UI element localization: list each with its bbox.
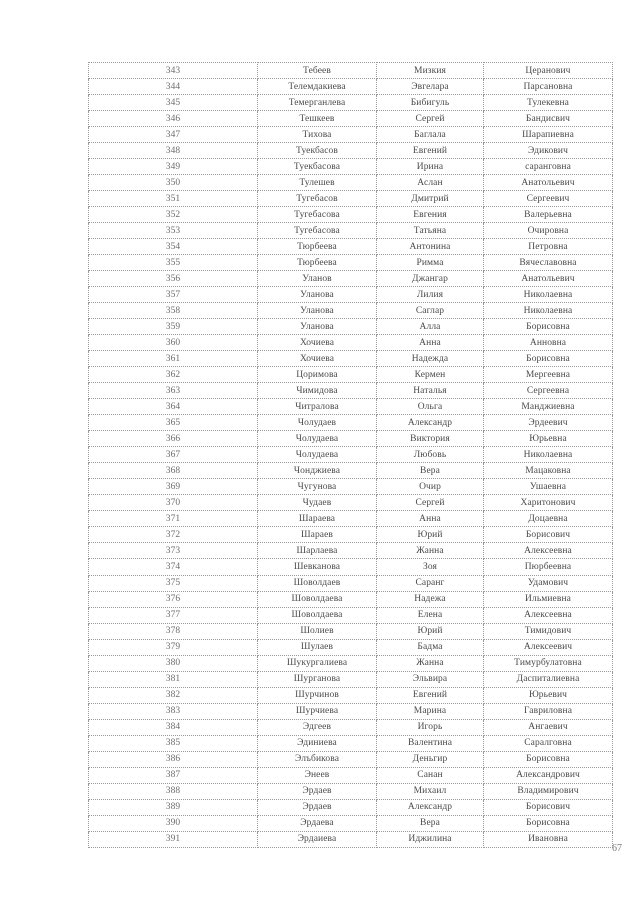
table-row xyxy=(89,751,613,767)
surname-cell: Шоволдаев xyxy=(258,575,377,591)
registry-table xyxy=(88,62,613,848)
row-number-cell: 376 xyxy=(89,591,258,607)
table-row xyxy=(89,319,613,335)
row-number-cell: 368 xyxy=(89,463,258,479)
patronymic-cell: Алексеевич xyxy=(484,639,613,655)
surname-cell: Чугунова xyxy=(258,479,377,495)
patronymic-cell: Александрович xyxy=(484,767,613,783)
table-row xyxy=(89,527,613,543)
first-name-cell: Бадма xyxy=(377,639,484,655)
table-row xyxy=(89,687,613,703)
first-name-cell: Саранг xyxy=(377,575,484,591)
surname-cell: Эрдаев xyxy=(258,799,377,815)
surname-cell: Туекбасова xyxy=(258,159,377,175)
first-name-cell: Эльвира xyxy=(377,671,484,687)
table-row xyxy=(89,63,613,79)
row-number-cell: 362 xyxy=(89,367,258,383)
table-row xyxy=(89,143,613,159)
row-number-cell: 348 xyxy=(89,143,258,159)
row-number-cell: 373 xyxy=(89,543,258,559)
surname-cell: Шевканова xyxy=(258,559,377,575)
surname-cell: Шурчинов xyxy=(258,687,377,703)
first-name-cell: Антонина xyxy=(377,239,484,255)
first-name-cell: Иджилина xyxy=(377,831,484,847)
patronymic-cell: Борисович xyxy=(484,527,613,543)
table-row xyxy=(89,447,613,463)
row-number-cell: 372 xyxy=(89,527,258,543)
first-name-cell: Александр xyxy=(377,799,484,815)
row-number-cell: 384 xyxy=(89,719,258,735)
patronymic-cell: Борисович xyxy=(484,799,613,815)
table-row xyxy=(89,287,613,303)
patronymic-cell: саранговна xyxy=(484,159,613,175)
patronymic-cell: Тулекевна xyxy=(484,95,613,111)
table-row xyxy=(89,655,613,671)
row-number-cell: 389 xyxy=(89,799,258,815)
row-number-cell: 354 xyxy=(89,239,258,255)
surname-cell: Тугебасова xyxy=(258,207,377,223)
first-name-cell: Алла xyxy=(377,319,484,335)
table-row xyxy=(89,463,613,479)
surname-cell: Темерганлева xyxy=(258,95,377,111)
first-name-cell: Мизкия xyxy=(377,63,484,79)
row-number-cell: 359 xyxy=(89,319,258,335)
surname-cell: Тебеев xyxy=(258,63,377,79)
surname-cell: Эрдаиева xyxy=(258,831,377,847)
surname-cell: Тешкеев xyxy=(258,111,377,127)
row-number-cell: 350 xyxy=(89,175,258,191)
row-number-cell: 355 xyxy=(89,255,258,271)
first-name-cell: Кермен xyxy=(377,367,484,383)
first-name-cell: Анна xyxy=(377,335,484,351)
patronymic-cell: Владимирович xyxy=(484,783,613,799)
row-number-cell: 346 xyxy=(89,111,258,127)
table-row xyxy=(89,367,613,383)
table-row xyxy=(89,575,613,591)
row-number-cell: 382 xyxy=(89,687,258,703)
table-row xyxy=(89,767,613,783)
patronymic-cell: Юрьевич xyxy=(484,687,613,703)
first-name-cell: Александр xyxy=(377,415,484,431)
surname-cell: Чудаев xyxy=(258,495,377,511)
patronymic-cell: Анатольевич xyxy=(484,175,613,191)
row-number-cell: 347 xyxy=(89,127,258,143)
table-row xyxy=(89,671,613,687)
patronymic-cell: Харитонович xyxy=(484,495,613,511)
patronymic-cell: Валерьевна xyxy=(484,207,613,223)
first-name-cell: Саглар xyxy=(377,303,484,319)
row-number-cell: 370 xyxy=(89,495,258,511)
table-row xyxy=(89,703,613,719)
surname-cell: Тихова xyxy=(258,127,377,143)
row-number-cell: 367 xyxy=(89,447,258,463)
table-row xyxy=(89,127,613,143)
first-name-cell: Надежда xyxy=(377,351,484,367)
first-name-cell: Дмитрий xyxy=(377,191,484,207)
first-name-cell: Санан xyxy=(377,767,484,783)
row-number-cell: 386 xyxy=(89,751,258,767)
first-name-cell: Марина xyxy=(377,703,484,719)
surname-cell: Читралова xyxy=(258,399,377,415)
patronymic-cell: Вячеславовна xyxy=(484,255,613,271)
patronymic-cell: Церанович xyxy=(484,63,613,79)
row-number-cell: 363 xyxy=(89,383,258,399)
surname-cell: Шукургалиева xyxy=(258,655,377,671)
surname-cell: Уланов xyxy=(258,271,377,287)
row-number-cell: 383 xyxy=(89,703,258,719)
first-name-cell: Татьяна xyxy=(377,223,484,239)
patronymic-cell: Ильмиевна xyxy=(484,591,613,607)
surname-cell: Шоволдаева xyxy=(258,607,377,623)
surname-cell: Хочиева xyxy=(258,335,377,351)
patronymic-cell: Удамович xyxy=(484,575,613,591)
surname-cell: Чолудаева xyxy=(258,431,377,447)
surname-cell: Шурчиева xyxy=(258,703,377,719)
row-number-cell: 388 xyxy=(89,783,258,799)
table-row xyxy=(89,399,613,415)
table-row xyxy=(89,271,613,287)
row-number-cell: 343 xyxy=(89,63,258,79)
table-row xyxy=(89,415,613,431)
table-row xyxy=(89,255,613,271)
surname-cell: Телемдакиева xyxy=(258,79,377,95)
surname-cell: Шолиев xyxy=(258,623,377,639)
first-name-cell: Вера xyxy=(377,815,484,831)
surname-cell: Тюрбеева xyxy=(258,239,377,255)
patronymic-cell: Мергеевна xyxy=(484,367,613,383)
row-number-cell: 380 xyxy=(89,655,258,671)
table-row xyxy=(89,815,613,831)
surname-cell: Шулаев xyxy=(258,639,377,655)
patronymic-cell: Борисовна xyxy=(484,351,613,367)
first-name-cell: Баглала xyxy=(377,127,484,143)
row-number-cell: 361 xyxy=(89,351,258,367)
surname-cell: Шарлаева xyxy=(258,543,377,559)
patronymic-cell: Сергеевна xyxy=(484,383,613,399)
row-number-cell: 364 xyxy=(89,399,258,415)
first-name-cell: Деньгир xyxy=(377,751,484,767)
row-number-cell: 349 xyxy=(89,159,258,175)
row-number-cell: 381 xyxy=(89,671,258,687)
row-number-cell: 353 xyxy=(89,223,258,239)
row-number-cell: 369 xyxy=(89,479,258,495)
patronymic-cell: Анатольевич xyxy=(484,271,613,287)
patronymic-cell: Пюрбеевна xyxy=(484,559,613,575)
patronymic-cell: Даспиталиевна xyxy=(484,671,613,687)
table-row xyxy=(89,383,613,399)
patronymic-cell: Шарапиевна xyxy=(484,127,613,143)
first-name-cell: Ирина xyxy=(377,159,484,175)
table-row xyxy=(89,159,613,175)
row-number-cell: 357 xyxy=(89,287,258,303)
table-row xyxy=(89,191,613,207)
first-name-cell: Очир xyxy=(377,479,484,495)
first-name-cell: Жанна xyxy=(377,655,484,671)
table-row xyxy=(89,511,613,527)
first-name-cell: Юрий xyxy=(377,527,484,543)
table-row xyxy=(89,479,613,495)
first-name-cell: Наталья xyxy=(377,383,484,399)
surname-cell: Чолудаев xyxy=(258,415,377,431)
table-row xyxy=(89,639,613,655)
surname-cell: Туекбасов xyxy=(258,143,377,159)
patronymic-cell: Мацаковна xyxy=(484,463,613,479)
patronymic-cell: Манджиевна xyxy=(484,399,613,415)
first-name-cell: Михаил xyxy=(377,783,484,799)
surname-cell: Эдиниева xyxy=(258,735,377,751)
first-name-cell: Юрий xyxy=(377,623,484,639)
first-name-cell: Жанна xyxy=(377,543,484,559)
patronymic-cell: Борисовна xyxy=(484,815,613,831)
patronymic-cell: Тимурбулатовна xyxy=(484,655,613,671)
surname-cell: Тюрбеева xyxy=(258,255,377,271)
patronymic-cell: Алексеевна xyxy=(484,543,613,559)
patronymic-cell: Эрдеевич xyxy=(484,415,613,431)
first-name-cell: Евгения xyxy=(377,207,484,223)
first-name-cell: Виктория xyxy=(377,431,484,447)
first-name-cell: Зоя xyxy=(377,559,484,575)
table-row xyxy=(89,303,613,319)
row-number-cell: 351 xyxy=(89,191,258,207)
row-number-cell: 356 xyxy=(89,271,258,287)
table-row xyxy=(89,223,613,239)
table-row xyxy=(89,735,613,751)
row-number-cell: 385 xyxy=(89,735,258,751)
surname-cell: Хочиева xyxy=(258,351,377,367)
first-name-cell: Евгений xyxy=(377,143,484,159)
first-name-cell: Валентина xyxy=(377,735,484,751)
surname-cell: Тугебасов xyxy=(258,191,377,207)
surname-cell: Шараева xyxy=(258,511,377,527)
surname-cell: Энеев xyxy=(258,767,377,783)
surname-cell: Чонджиева xyxy=(258,463,377,479)
surname-cell: Уланова xyxy=(258,303,377,319)
table-row xyxy=(89,495,613,511)
patronymic-cell: Очировна xyxy=(484,223,613,239)
first-name-cell: Бибигуль xyxy=(377,95,484,111)
table-row xyxy=(89,783,613,799)
row-number-cell: 378 xyxy=(89,623,258,639)
table-row xyxy=(89,607,613,623)
row-number-cell: 377 xyxy=(89,607,258,623)
patronymic-cell: Алексеевна xyxy=(484,607,613,623)
row-number-cell: 375 xyxy=(89,575,258,591)
row-number-cell: 365 xyxy=(89,415,258,431)
patronymic-cell: Юрьевна xyxy=(484,431,613,447)
patronymic-cell: Бориcовна xyxy=(484,751,613,767)
row-number-cell: 358 xyxy=(89,303,258,319)
row-number-cell: 379 xyxy=(89,639,258,655)
first-name-cell: Ольга xyxy=(377,399,484,415)
patronymic-cell: Ушаевна xyxy=(484,479,613,495)
table-row xyxy=(89,95,613,111)
surname-cell: Чолудаева xyxy=(258,447,377,463)
patronymic-cell: Сергеевич xyxy=(484,191,613,207)
row-number-cell: 391 xyxy=(89,831,258,847)
row-number-cell: 344 xyxy=(89,79,258,95)
patronymic-cell: Эдикович xyxy=(484,143,613,159)
first-name-cell: Надежа xyxy=(377,591,484,607)
patronymic-cell: Тимидович xyxy=(484,623,613,639)
row-number-cell: 352 xyxy=(89,207,258,223)
first-name-cell: Любовь xyxy=(377,447,484,463)
first-name-cell: Анна xyxy=(377,511,484,527)
first-name-cell: Аслан xyxy=(377,175,484,191)
table-row xyxy=(89,431,613,447)
registry-table-body xyxy=(89,63,613,848)
patronymic-cell: Ангаевич xyxy=(484,719,613,735)
surname-cell: Тулешев xyxy=(258,175,377,191)
patronymic-cell: Борисовна xyxy=(484,319,613,335)
table-row xyxy=(89,543,613,559)
patronymic-cell: Ивановна xyxy=(484,831,613,847)
surname-cell: Шурганова xyxy=(258,671,377,687)
table-row xyxy=(89,799,613,815)
surname-cell: Эрдаев xyxy=(258,783,377,799)
first-name-cell: Римма xyxy=(377,255,484,271)
row-number-cell: 390 xyxy=(89,815,258,831)
table-row xyxy=(89,111,613,127)
first-name-cell: Евгений xyxy=(377,687,484,703)
table-row xyxy=(89,623,613,639)
patronymic-cell: Анновна xyxy=(484,335,613,351)
surname-cell: Цоримова xyxy=(258,367,377,383)
surname-cell: Уланова xyxy=(258,319,377,335)
patronymic-cell: Николаевна xyxy=(484,303,613,319)
row-number-cell: 360 xyxy=(89,335,258,351)
first-name-cell: Вера xyxy=(377,463,484,479)
surname-cell: Шоволдаева xyxy=(258,591,377,607)
patronymic-cell: Саралговна xyxy=(484,735,613,751)
table-row xyxy=(89,351,613,367)
row-number-cell: 387 xyxy=(89,767,258,783)
registry-table-container xyxy=(88,62,608,848)
patronymic-cell: Николаевна xyxy=(484,287,613,303)
table-row xyxy=(89,335,613,351)
surname-cell: Чимидова xyxy=(258,383,377,399)
table-row xyxy=(89,207,613,223)
surname-cell: Уланова xyxy=(258,287,377,303)
surname-cell: Эдгеев xyxy=(258,719,377,735)
table-row xyxy=(89,79,613,95)
table-row xyxy=(89,831,613,847)
first-name-cell: Игорь xyxy=(377,719,484,735)
table-row xyxy=(89,591,613,607)
table-row xyxy=(89,719,613,735)
row-number-cell: 366 xyxy=(89,431,258,447)
table-row xyxy=(89,239,613,255)
surname-cell: Эрдаева xyxy=(258,815,377,831)
row-number-cell: 371 xyxy=(89,511,258,527)
first-name-cell: Лилия xyxy=(377,287,484,303)
table-row xyxy=(89,175,613,191)
patronymic-cell: Доцаевна xyxy=(484,511,613,527)
first-name-cell: Елена xyxy=(377,607,484,623)
first-name-cell: Джангар xyxy=(377,271,484,287)
first-name-cell: Эвгелара xyxy=(377,79,484,95)
patronymic-cell: Бандисвич xyxy=(484,111,613,127)
first-name-cell: Сергей xyxy=(377,111,484,127)
first-name-cell: Сергей xyxy=(377,495,484,511)
surname-cell: Элъбикова xyxy=(258,751,377,767)
row-number-cell: 374 xyxy=(89,559,258,575)
row-number-cell: 345 xyxy=(89,95,258,111)
page-number: 67 xyxy=(612,843,622,854)
patronymic-cell: Николаевна xyxy=(484,447,613,463)
surname-cell: Шараев xyxy=(258,527,377,543)
surname-cell: Тугебасова xyxy=(258,223,377,239)
patronymic-cell: Гавриловна xyxy=(484,703,613,719)
patronymic-cell: Парсановна xyxy=(484,79,613,95)
table-row xyxy=(89,559,613,575)
patronymic-cell: Петровна xyxy=(484,239,613,255)
